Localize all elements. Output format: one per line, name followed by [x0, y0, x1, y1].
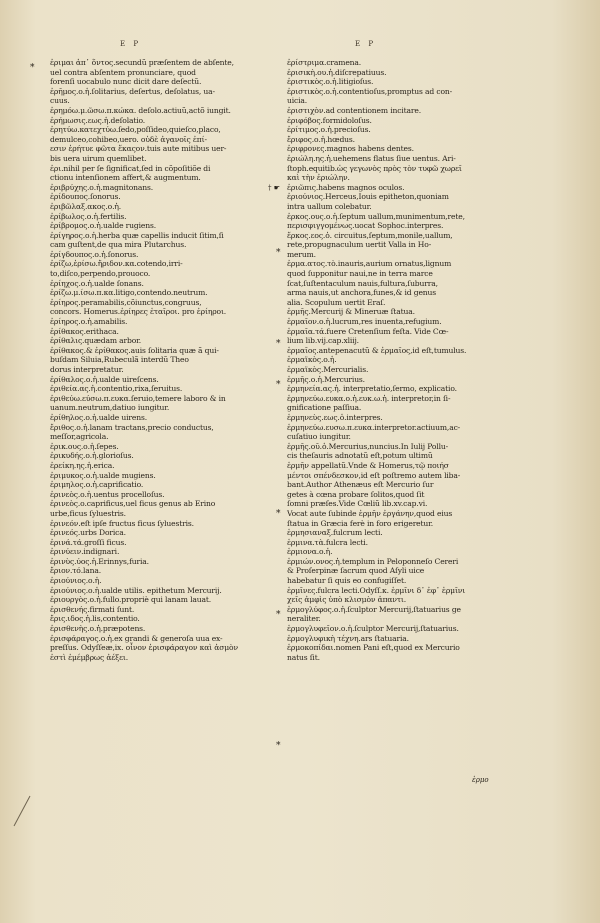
column-line: bis uera uirum quemlibet.: [50, 153, 147, 163]
margin-star-mark: *: [30, 63, 35, 73]
column-line: ἑρμαῖος.antepenacutũ & ἑρμαῖος,id eſt,tumulus.: [287, 345, 467, 355]
column-line: quod ſupponitur naui,ne in terra marce: [287, 269, 433, 279]
column-line: ἐρῆμος.ο.ἡ.ſolitarius, deſertus, deſolatus, ua-: [50, 86, 215, 96]
margin-star-mark: *: [276, 741, 281, 751]
column-line: ἐριῶπις.habens magnos oculos.: [287, 182, 405, 192]
column-line: meſſor,agricola.: [50, 432, 109, 442]
column-line: ἑρμησιαναξ.fulcrum lecti.: [287, 528, 383, 538]
column-line: ἐρητύω.κατεχτύω.ſedo,poſſideo,quieſco,placo,: [50, 125, 221, 135]
column-line: ἐριφρονες.magnos habens dentes.: [287, 144, 414, 154]
column-line: μέντοι σπένδεσκον,id eſt poſtremo autem liba-: [287, 470, 461, 480]
column-line: χεῖς ἀμφὶς ὑπὸ κλισμὸν ἀπαντι.: [287, 595, 407, 605]
margin-star-mark: *: [276, 248, 281, 258]
column-line: ἐρίτιμος.ο.ἡ.precioſus.: [287, 125, 371, 135]
column-line: ἐρίηχος.ο.ἡ.ualde ſonans.: [50, 278, 144, 288]
column-line: ἐρίβρομος.ο.ἡ.ualde rugiens.: [50, 221, 156, 231]
pencil-mark-icon: [10, 790, 40, 830]
column-line: ἕρκος.εος.ὁ. circuitus,ſeptum,monile,uallum,: [287, 230, 453, 240]
margin-star-mark: *: [276, 339, 281, 349]
column-line: habebatur ſi quis eo confugiſſet.: [287, 576, 407, 586]
column-line: ἐρίβωλος.ο.ἡ.fertilis.: [50, 211, 127, 221]
column-line: ἐρίθηλος.ο.ἡ.ualde uirens.: [50, 412, 147, 422]
column-line: ἐρίθακος.& ἐρίθακος.auis ſolitaria quæ ã qui-: [50, 345, 219, 355]
column-line: concors. Homerus.ἐρίηρες ἑταῖροι. pro ἐρίηροι.: [50, 307, 227, 317]
column-line: to,diſco,perpendo,prouoco.: [50, 269, 151, 279]
column-line: preſſus. Odyſſeæ,ix. οἶνον ἐρισφάραγον καὶ ἀσμὸν: [50, 643, 238, 653]
column-line: ἐρίζω,ἐρίσω.ἤριδον.κα.cotendo,irri-: [50, 259, 183, 269]
column-line: ἔριφος.ο.ἡ.hœdus.: [287, 134, 355, 144]
column-line: ἐρκος.ους.ο.ἡ.ſeptum uallum,munimentum,rete,: [287, 211, 465, 221]
column-line: ἐρίγηρος.ο.ἡ.herba quæ capellis inducit ſitim,ſi: [50, 230, 224, 240]
column-line: ἑρμαῖον.ο.ἡ.lucrum,res inuenta,refugium.: [287, 317, 442, 327]
column-line: natus ſit.: [287, 652, 320, 662]
column-line: ἐρίγδουπος.ο.ἡ.ſonorus.: [50, 249, 139, 259]
column-line: ἐρισθενὴς.ο.ἡ.præpotens.: [50, 624, 146, 634]
column-line: dorus interpretatur.: [50, 365, 124, 374]
running-head-left: E P: [120, 40, 142, 48]
column-line: cis theſauris adnotatũ eſt,potum ultimũ: [287, 451, 433, 461]
column-line: ἔρις.ιδος.ἡ.lis,contentio.: [50, 614, 140, 624]
column-line: ἐρισθενής.firmati ſunt.: [50, 604, 135, 614]
column-line: ἐριθεία.ας.ἡ.contentio,rixa,ſeruitus.: [50, 384, 183, 394]
column-line: ἐρινεὸς.ο.ἡ.uentus procelloſus.: [50, 489, 165, 499]
column-line: ἐρισικὴ.ου.ἡ.diſcrepatiuus.: [287, 67, 387, 77]
column-line: uicia.: [287, 96, 308, 106]
column-line: ἑρμηνεία.ας.ἡ. interpretatio,ſermo, explicatio.: [287, 384, 457, 394]
left-column: [50, 58, 256, 662]
right-column: [287, 58, 501, 662]
column-line: ἐριουργὸς.ο.ἡ.fullo.propriè qui lanam lauat.: [50, 595, 212, 605]
column-line: ἐριστιχὸν.ad contentionem incitare.: [287, 105, 421, 115]
column-line: ἐριθεύω.εύσω.π.ευκα.ſeruio,temere laboro & in: [50, 393, 226, 403]
column-line: ἐρινύειν.indignari.: [50, 547, 120, 557]
column-line: ἐρίζω.μ.ίσω.π.κα.litigo,contendo.neutrum.: [50, 288, 208, 298]
column-line: ἑρμῆν appellatũ.Vnde & Homerus,τῷ ποιήσ: [287, 460, 449, 470]
column-line: ἑρμινα.τὰ.fulcra lecti.: [287, 537, 368, 547]
column-line: intra uallum colebatur.: [287, 201, 372, 211]
column-line: καὶ τὴν ἐριώλην.: [287, 173, 350, 183]
column-line: ἑρμῖνες.fulcra lecti.Odyſſ.κ. ἑρμῖνι δ᾽ ἐφ᾽ ἑρμῖνι: [287, 585, 466, 595]
column-line: ἐρείκη.ης.ἡ.erica.: [50, 460, 115, 470]
column-line: ἑρμοκοπίδαι.nomen Pani eſt,quod ex Mercurio: [287, 643, 460, 653]
column-line: ἐρισφάραγος.ο.ἡ.ex grandi & generoſa uua ex-: [50, 633, 223, 643]
column-line: ἑρμιονα.ο.ἡ.: [287, 547, 333, 557]
column-line: Vocat aute ſubinde ἑρμῆν ἐργάνην,quod eius: [287, 508, 453, 518]
column-line: ἐριμυκος.ο.ἡ.ualde mugiens.: [50, 470, 156, 480]
column-line: ἐριστικὸς.ο.ἡ.contentioſus,promptus ad con-: [287, 86, 453, 96]
column-line: ἐρμα.ατος.τὸ.inauris,aurium ornatus,lignum: [287, 259, 452, 269]
column-line: ἑρμαϊκὸς.ο.ἡ.: [287, 355, 337, 365]
column-line: ἐριούνιος.Herceus,Iouis epitheton,quoniam: [287, 192, 449, 202]
column-line: uanum.neutrum,datiuo iungitur.: [50, 403, 170, 413]
column-line: ἐριώλη.ης.ἡ.uehemens flatus ſiue uentus. Ari-: [287, 153, 456, 163]
column-line: ἑρμογλυφεῖον.ο.ἡ.ſculptor Mercurij,ſtatuarius.: [287, 624, 459, 634]
catchword: ἑρμο: [472, 776, 489, 784]
column-line: arma nauis,ut anchora,funes,& id genus: [287, 288, 437, 298]
margin-star-mark: *: [276, 509, 281, 519]
column-line: ἑρμογλύφος.ο.ἡ.ſculptor Mercurij,ſtatuarius ge: [287, 604, 461, 614]
column-line: ἐρίηρος.peramabilis,cõiunctus,congruus,: [50, 297, 202, 307]
column-line: περισφιγγομένως.uocat Sophoc.interpres.: [287, 221, 444, 231]
column-line: ἐρι.nihil per ſe ſignificat,ſed in cõpoſitiõe di: [50, 163, 211, 173]
column-line: ἔριον.τό.lana.: [50, 566, 101, 576]
column-line: ἐριστικὸς.ο.ἡ.litigioſus.: [287, 77, 374, 87]
column-line: forenſi uocabulo nunc dicit dare deſectũ.: [50, 77, 202, 87]
column-line: ἐρίστριμα.cramena.: [287, 58, 362, 67]
running-head-right: E P: [355, 40, 377, 48]
column-line: ἐριφόβος.formidoloſus.: [287, 115, 372, 125]
column-line: cam guſtent,de qua mira Plutarchus.: [50, 240, 187, 250]
column-line: ἐρικ.ους.ο.ἡ.ſepes.: [50, 441, 119, 451]
column-line: urbe,ficus ſyluestris.: [50, 508, 126, 518]
column-line: ſtoph.equitib.ὡς γεγωνὸς πρὸς τὸν τυφῶ χωρεῖ: [287, 163, 462, 173]
column-line: ſcat,ſuſtentaculum nauis,fultura,ſuburra,: [287, 278, 438, 288]
column-line: ἐρίθακος.erithaca.: [50, 326, 119, 336]
column-line: ἐρημόω.μ.ῶσω.π.κώκα. deſolo.actiuũ,actõ iungit.: [50, 105, 231, 115]
column-line: ἐρινά.τά.groſſi ficus.: [50, 537, 127, 547]
column-line: ἐρινεόν.eſt ipſe fructus ficus ſyluestris.: [50, 518, 194, 528]
column-line: merum.: [287, 249, 316, 259]
column-line: ἑρμηνεὺς.εως.ὁ.interpres.: [287, 412, 383, 422]
column-line: ἑρμαῖα.τά.fuere Cretenſium feſta. Vide Cœ-: [287, 326, 449, 336]
column-line: ἐρινεὸς.ο.caprificus,uel ficus genus ab Erino: [50, 499, 216, 509]
column-line: cuus.: [50, 96, 70, 106]
column-line: demulceo,cohibeo,uero. οὐδὲ ἀγανοῖς ἐπί-: [50, 134, 207, 144]
column-line: ἑρμηνεύω.ευσω.π.ευκα.interpretor.actiuum,ac-: [287, 422, 461, 432]
column-line: lium lib.vij.cap.xliij.: [287, 336, 359, 346]
column-line: ctionu intenſionem affert,& augmentum.: [50, 173, 201, 183]
column-line: ἐρινεός.urbs Dorica.: [50, 528, 126, 538]
column-line: ἐρικυδής.ο.ἡ.glorioſus.: [50, 451, 134, 461]
column-line: ἐρίηρος.ο.ἡ.amabilis.: [50, 317, 128, 327]
column-line: ἐρήμωσις.εως.ἡ.deſolatio.: [50, 115, 146, 125]
column-line: ἑρμαϊκὸς.Mercurialis.: [287, 365, 369, 374]
column-line: ἐρίθαλις.quædam arbor.: [50, 336, 142, 346]
column-line: buſdam Siluia,Rubeculã interdũ Theo: [50, 355, 189, 365]
column-line: ἐριμαι ἀπ᾽ ὅντος.secundũ præſentem de abſente,: [50, 58, 234, 67]
column-line: ἐριμηλος.ο.ἡ.caprificatio.: [50, 480, 144, 490]
column-line: ἔριθος.ο.ἡ.lanam tractans,precio conductus,: [50, 422, 214, 432]
column-line: ἑρμηνεύω.ευκα.ο.ἡ.ευκ.ω.ἡ. interpretor,in ſi-: [287, 393, 451, 403]
column-line: cuſatiuo iungitur.: [287, 432, 351, 442]
column-line: gnificatione paſſiua.: [287, 403, 362, 413]
column-line: uel contra abſentem pronunciare, quod: [50, 67, 196, 77]
column-line: εσιν ἐρήτυε φῶτα ἕκαςον.tuis aute mitibus uer-: [50, 144, 227, 154]
column-line: ἑρμιών.ονος.ἡ.templum in Peloponneſo Cereri: [287, 556, 459, 566]
column-line: ἐρίθαλος.ο.ἡ.ualde uireſcens.: [50, 374, 159, 384]
column-line: ἐριβρύχης.ο.ἡ.magnitonans.: [50, 182, 154, 192]
margin-dagger-mark: † ☛: [268, 184, 281, 192]
column-line: ἑρμογλυφικὴ τέχνη.ars ſtatuaria.: [287, 633, 409, 643]
column-line: ἐριούνιος.ο.ἡ.: [50, 576, 102, 586]
column-line: ſomni præſes.Vide Cœliũ lib.xv.cap.vi.: [287, 499, 428, 509]
column-line: bant.Author Athenæus eſt Mercurio ſur: [287, 480, 434, 490]
column-line: alia. Scopulum uertit Eraſ.: [287, 297, 386, 307]
column-line: ἑρμῆς.Mercurij & Mineruæ ſtatua.: [287, 307, 415, 317]
column-line: ἐστὶ ἐμέμβρως ἀέξει.: [50, 652, 129, 662]
column-line: ἐρίδουπος.ſonorus.: [50, 192, 121, 202]
column-line: ἐριούνιος.ο.ἡ.ualde utilis. epithetum Mercurij.: [50, 585, 222, 595]
column-line: ἐριβῶλαξ.ακος.ο.ἡ.: [50, 201, 121, 211]
column-line: ſtatua in Græcia ferè in foro erigeretur.: [287, 518, 434, 528]
column-line: & Proſerpinæ ſacrum quod Aſyli uice: [287, 566, 425, 576]
column-line: ἐρινὺς.ύος.ἡ.Erinnys,furia.: [50, 556, 149, 566]
column-line: ἑρμῆς.οῦ.ὁ.Mercurius,nuncius.In Iulij Pollu-: [287, 441, 449, 451]
column-line: ἑρμῆς.ο.ἡ.Mercurius.: [287, 374, 365, 384]
column-line: rete,propugnaculum uertit Valla in Ho-: [287, 240, 432, 250]
margin-star-mark: *: [276, 380, 281, 390]
column-line: neraliter.: [287, 614, 321, 624]
column-line: getes à cœna probare ſolitos,quod ſit: [287, 489, 425, 499]
margin-star-mark: *: [276, 610, 281, 620]
